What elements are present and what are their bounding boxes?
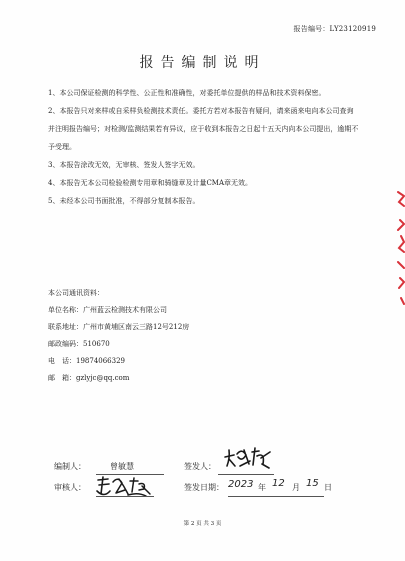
- contact-heading: 本公司通讯资料：: [48, 289, 104, 297]
- day-unit: 日: [324, 483, 332, 492]
- contact-value: 19874066329: [76, 357, 125, 365]
- clause-item: 5、未经本公司书面批准，不得部分复制本报告。: [48, 197, 200, 205]
- clause-item: 4、本报告无本公司检验检测专用章和骑缝章及计量CMA章无效。: [48, 179, 253, 187]
- contact-value: 510670: [83, 340, 110, 348]
- clause-item: 2、本报告只对来样或自采样负检测技术责任。委托方若对本报告有疑问，请来函来电向本公司查询并注明报告编号；对检测/监测结果若有异议，应于收到本报告之日起十五天内向本公司提出，逾期不予受理。: [48, 107, 359, 151]
- contact-label: 邮 箱：: [48, 374, 76, 382]
- contact-value: gzlyjc@qq.com: [76, 374, 130, 382]
- contact-row-company: [48, 302, 189, 319]
- compiler-label: 编制人：: [54, 462, 86, 471]
- issue-date-year: 2023: [228, 479, 254, 490]
- issuer-signature: [222, 442, 274, 472]
- contact-info: [48, 285, 189, 387]
- contact-label: 邮政编码：: [48, 340, 83, 348]
- issuer-label: 签发人：: [184, 462, 216, 471]
- report-number: 报告编号：LY23120919: [293, 25, 376, 33]
- contact-label: 单位名称：: [48, 306, 83, 314]
- issue-date-day: 15: [306, 478, 319, 489]
- reviewer-signature-line: [96, 496, 154, 497]
- contact-value: 广州蓝云检测技术有限公司: [83, 306, 167, 314]
- clause-item: 1、本公司保证检测的科学性、公正性和准确性，对委托单位提供的样品和技术资料保密。: [48, 89, 326, 97]
- contact-label: 联系地址：: [48, 323, 83, 331]
- page-indicator: 第 2 页 共 3 页: [183, 521, 222, 527]
- compiler-name: 曾敏慧: [110, 462, 134, 471]
- seal-fragment-icon: [395, 190, 405, 310]
- month-unit: 月: [292, 483, 300, 492]
- contact-row-phone: [48, 353, 189, 370]
- contact-label: 电 话：: [48, 357, 76, 365]
- clause-list: [48, 84, 359, 210]
- contact-row-postcode: [48, 336, 189, 353]
- reviewer-label: 审核人：: [54, 483, 86, 492]
- issue-date-label: 签发日期：: [184, 483, 224, 492]
- contact-value: 广州市黄埔区南云三路12号212房: [83, 323, 190, 331]
- contact-row-email: [48, 370, 189, 387]
- issuer-signature-line: [218, 474, 274, 475]
- page-title: 报告编制说明: [139, 55, 266, 71]
- issue-date-month: 12: [272, 478, 285, 489]
- date-signature-line: [228, 496, 324, 497]
- clause-item: 3、本报告涂改无效，无审核、签发人签字无效。: [48, 161, 200, 169]
- contact-row-address: [48, 319, 189, 336]
- year-unit: 年: [258, 483, 266, 492]
